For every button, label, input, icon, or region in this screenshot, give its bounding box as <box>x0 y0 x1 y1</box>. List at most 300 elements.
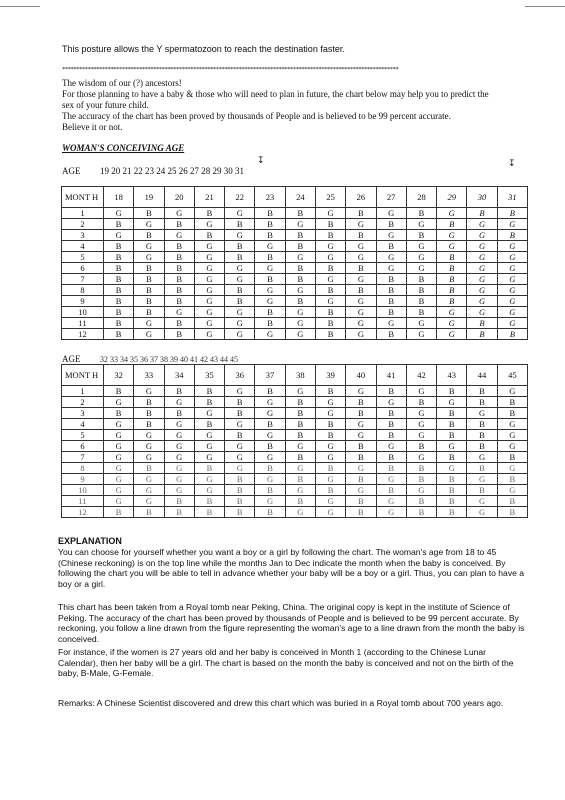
gender-cell: G <box>467 241 497 252</box>
gender-cell: B <box>225 241 255 252</box>
gender-cell: B <box>376 386 406 397</box>
gender-cell: G <box>225 452 255 463</box>
gender-cell: G <box>437 329 467 340</box>
remarks-paragraph: Remarks: A Chinese Scientist discovered and drew this chart which was buried in a Royal tomb about 700 years ago. <box>58 698 504 708</box>
gender-cell: B <box>285 452 315 463</box>
gender-cell: G <box>255 329 285 340</box>
age-label-2: AGE <box>62 354 81 364</box>
gender-cell: B <box>104 307 134 318</box>
gender-cell: G <box>497 485 527 496</box>
gender-cell: G <box>255 452 285 463</box>
gender-cell: B <box>225 397 255 408</box>
gender-cell: G <box>406 241 436 252</box>
gender-cell: B <box>315 318 345 329</box>
gender-cell: G <box>406 219 436 230</box>
gender-cell: G <box>194 252 224 263</box>
gender-cell: B <box>437 474 467 485</box>
gender-cell: B <box>467 397 497 408</box>
month-cell: 4 <box>62 419 104 430</box>
gender-cell: G <box>255 474 285 485</box>
gender-cell: G <box>285 252 315 263</box>
explanation-paragraph-1: You can choose for yourself whether you want a boy or a girl by following the chart. The woman's age from 18 to 45 (Chinese reckoning) is on the top line while the months Jan to Dec indicate the month when the baby is conceived. By following the chart you will be able to tell in advance whether your baby will be a boy or a girl. Thus, you can plan to have a boy or a girl. <box>58 547 525 589</box>
table-row <box>62 241 528 252</box>
pen-mark-icon: ↧ <box>508 158 516 168</box>
gender-cell: B <box>285 474 315 485</box>
month-cell: 9 <box>62 474 104 485</box>
gender-cell: B <box>134 307 164 318</box>
age-column-header: 19 <box>134 187 164 208</box>
gender-cell: G <box>194 285 224 296</box>
gender-cell: B <box>285 230 315 241</box>
age-column-header: 26 <box>346 187 376 208</box>
gender-cell: G <box>406 263 436 274</box>
gender-cell: B <box>134 208 164 219</box>
gender-cell: B <box>376 408 406 419</box>
gender-cell: G <box>346 386 376 397</box>
gender-cell: G <box>225 208 255 219</box>
gender-cell: B <box>104 219 134 230</box>
gender-cell: G <box>164 452 194 463</box>
month-cell: 10 <box>62 485 104 496</box>
gender-cell: B <box>437 252 467 263</box>
gender-cell: B <box>255 419 285 430</box>
gender-cell: G <box>285 485 315 496</box>
gender-cell: G <box>225 318 255 329</box>
gender-cell: B <box>194 463 224 474</box>
gender-cell: G <box>346 252 376 263</box>
gender-cell: G <box>467 452 497 463</box>
gender-cell: B <box>376 219 406 230</box>
gender-cell: B <box>346 208 376 219</box>
gender-cell: B <box>497 397 527 408</box>
gender-cell: B <box>467 208 497 219</box>
month-cell: 10 <box>62 307 104 318</box>
gender-cell: G <box>497 463 527 474</box>
gender-cell: B <box>346 441 376 452</box>
table-row <box>62 386 528 397</box>
gender-cell: G <box>497 219 527 230</box>
gender-cell: G <box>285 307 315 318</box>
age-list-2: 32 33 34 35 36 37 38 39 40 41 42 43 44 45 <box>100 355 238 364</box>
gender-cell: B <box>406 463 436 474</box>
gender-cell: G <box>346 463 376 474</box>
gender-cell: G <box>376 263 406 274</box>
age-column-header: 20 <box>164 187 194 208</box>
gender-cell: B <box>315 307 345 318</box>
table-row <box>62 496 528 507</box>
gender-cell: G <box>315 274 345 285</box>
gender-cell: B <box>255 230 285 241</box>
gender-cell: G <box>437 397 467 408</box>
table-row <box>62 296 528 307</box>
table-header-row <box>62 187 528 208</box>
gender-cell: G <box>406 252 436 263</box>
gender-cell: G <box>437 441 467 452</box>
gender-cell: G <box>225 274 255 285</box>
gender-cell: B <box>134 274 164 285</box>
gender-cell: B <box>315 463 345 474</box>
table-row <box>62 419 528 430</box>
month-cell: 12 <box>62 329 104 340</box>
month-cell: 4 <box>62 241 104 252</box>
table-row <box>62 329 528 340</box>
gender-cell: B <box>467 430 497 441</box>
gender-cell: G <box>134 386 164 397</box>
gender-cell: B <box>104 296 134 307</box>
age-column-header: 21 <box>194 187 224 208</box>
gender-cell: B <box>225 430 255 441</box>
gender-cell: B <box>467 386 497 397</box>
table-row <box>62 441 528 452</box>
gender-cell: B <box>467 329 497 340</box>
table-row <box>62 408 528 419</box>
gender-cell: B <box>225 285 255 296</box>
month-cell: 1 <box>62 208 104 219</box>
age-column-header: 45 <box>497 365 527 386</box>
gender-cell: G <box>194 474 224 485</box>
month-cell: 7 <box>62 452 104 463</box>
gender-cell: B <box>164 296 194 307</box>
age-column-header: 18 <box>104 187 134 208</box>
gender-cell: B <box>437 285 467 296</box>
gender-cell: G <box>467 507 497 518</box>
gender-cell: B <box>134 296 164 307</box>
table-row <box>62 507 528 518</box>
gender-cell: G <box>497 307 527 318</box>
gender-cell: G <box>497 318 527 329</box>
gender-cell: B <box>285 496 315 507</box>
gender-cell: G <box>406 318 436 329</box>
gender-cell: B <box>164 285 194 296</box>
gender-cell: G <box>376 397 406 408</box>
gender-cell: B <box>346 397 376 408</box>
gender-cell: B <box>285 263 315 274</box>
gender-cell: B <box>437 485 467 496</box>
gender-cell: G <box>346 318 376 329</box>
gender-cell: B <box>497 329 527 340</box>
gender-cell: B <box>194 496 224 507</box>
month-cell: 2 <box>62 397 104 408</box>
gender-cell: G <box>315 496 345 507</box>
gender-cell: B <box>376 485 406 496</box>
gender-cell: B <box>376 296 406 307</box>
gender-cell: G <box>346 241 376 252</box>
gender-cell: B <box>437 386 467 397</box>
gender-cell: G <box>467 296 497 307</box>
month-cell: 11 <box>62 318 104 329</box>
scan-mark-right <box>525 6 565 7</box>
gender-cell: G <box>285 386 315 397</box>
gender-cell: B <box>437 296 467 307</box>
table-row <box>62 208 528 219</box>
gender-cell: G <box>346 219 376 230</box>
gender-cell: G <box>104 452 134 463</box>
gender-cell: G <box>104 485 134 496</box>
age-column-header: 34 <box>164 365 194 386</box>
gender-cell: B <box>467 485 497 496</box>
gender-cell: G <box>225 441 255 452</box>
intro-line: This posture allows the Y spermatozoon to reach the destination faster. <box>62 44 345 54</box>
gender-cell: B <box>315 386 345 397</box>
month-cell: 2 <box>62 219 104 230</box>
gender-cell: G <box>285 285 315 296</box>
gender-cell: G <box>437 463 467 474</box>
gender-cell: G <box>194 263 224 274</box>
gender-cell: B <box>134 419 164 430</box>
gender-cell: B <box>285 241 315 252</box>
gender-cell: B <box>437 408 467 419</box>
gender-cell: G <box>497 441 527 452</box>
age-column-header: 30 <box>467 187 497 208</box>
gender-cell: B <box>225 252 255 263</box>
age-column-header: 36 <box>225 365 255 386</box>
gender-cell: G <box>406 386 436 397</box>
gender-cell: G <box>194 318 224 329</box>
gender-cell: B <box>134 397 164 408</box>
gender-cell: G <box>406 430 436 441</box>
age-column-header: 25 <box>315 187 345 208</box>
gender-cell: G <box>497 285 527 296</box>
gender-cell: G <box>406 452 436 463</box>
gender-cell: G <box>315 208 345 219</box>
gender-cell: G <box>104 441 134 452</box>
gender-cell: B <box>255 485 285 496</box>
age-column-header: 31 <box>497 187 527 208</box>
gender-cell: G <box>285 219 315 230</box>
gender-cell: G <box>225 329 255 340</box>
month-cell: 11 <box>62 496 104 507</box>
month-cell: 8 <box>62 285 104 296</box>
gender-cell: G <box>467 285 497 296</box>
gender-cell: B <box>437 496 467 507</box>
gender-cell: B <box>225 474 255 485</box>
gender-cell: B <box>406 474 436 485</box>
age-column-header: 23 <box>255 187 285 208</box>
gender-cell: B <box>225 507 255 518</box>
gender-cell: G <box>467 307 497 318</box>
gender-cell: B <box>346 507 376 518</box>
gender-cell: G <box>467 274 497 285</box>
gender-cell: B <box>285 397 315 408</box>
gender-cell: G <box>164 208 194 219</box>
gender-cell: G <box>315 441 345 452</box>
gender-cell: B <box>437 263 467 274</box>
gender-cell: B <box>406 230 436 241</box>
month-cell: 6 <box>62 263 104 274</box>
gender-cell: G <box>467 219 497 230</box>
gender-cell: B <box>497 408 527 419</box>
planning-line-2: sex of your future child. <box>62 100 149 110</box>
gender-cell: B <box>497 496 527 507</box>
table-row <box>62 397 528 408</box>
gender-cell: G <box>376 441 406 452</box>
gender-cell: G <box>134 252 164 263</box>
gender-cell: G <box>285 318 315 329</box>
gender-cell: B <box>376 285 406 296</box>
age-column-header: 28 <box>406 187 436 208</box>
gender-cell: B <box>376 274 406 285</box>
gender-cell: B <box>467 463 497 474</box>
accuracy-line: The accuracy of the chart has been proved by thousands of People and is believed to be 99 percent accurate. <box>62 111 451 121</box>
gender-cell: G <box>346 296 376 307</box>
gender-cell: G <box>104 496 134 507</box>
gender-cell: G <box>315 252 345 263</box>
table-row <box>62 318 528 329</box>
age-column-header: 43 <box>437 365 467 386</box>
gender-cell: G <box>315 507 345 518</box>
gender-cell: G <box>467 263 497 274</box>
gender-cell: B <box>225 219 255 230</box>
gender-cell: G <box>134 485 164 496</box>
gender-cell: B <box>285 208 315 219</box>
gender-cell: G <box>164 441 194 452</box>
explanation-paragraph-3: For instance, if the women is 27 years old and her baby is conceived in Month 1 (according to the Chinese Lunar Calendar), then her baby will be a girl. The chart is based on the month the baby is conceived and not on the birth of the baby, B-Male, G-Female. <box>58 647 514 679</box>
gender-cell: G <box>376 507 406 518</box>
gender-cell: B <box>194 386 224 397</box>
gender-cell: B <box>406 208 436 219</box>
gender-cell: G <box>134 441 164 452</box>
gender-cell: B <box>315 430 345 441</box>
gender-cell: B <box>164 408 194 419</box>
table-row <box>62 230 528 241</box>
gender-cell: B <box>225 408 255 419</box>
gender-cell: G <box>315 397 345 408</box>
gender-cell: B <box>285 419 315 430</box>
gender-cell: B <box>346 263 376 274</box>
gender-cell: G <box>255 241 285 252</box>
gender-cell: B <box>497 452 527 463</box>
gender-cell: B <box>285 408 315 419</box>
gender-cell: B <box>346 496 376 507</box>
gender-cell: B <box>437 507 467 518</box>
gender-cell: G <box>134 474 164 485</box>
gender-cell: B <box>346 474 376 485</box>
gender-cell: G <box>315 474 345 485</box>
planning-line: For those planning to have a baby & those who will need to plan in future, the chart below may help you to predict the <box>62 89 489 99</box>
gender-cell: B <box>406 274 436 285</box>
gender-cell: B <box>194 208 224 219</box>
gender-cell: B <box>437 430 467 441</box>
gender-cell: B <box>104 329 134 340</box>
gender-cell: G <box>497 252 527 263</box>
gender-cell: G <box>285 441 315 452</box>
age-column-header: 32 <box>104 365 134 386</box>
gender-cell: B <box>376 241 406 252</box>
gender-cell: G <box>255 408 285 419</box>
gender-cell: G <box>134 219 164 230</box>
gender-cell: G <box>467 408 497 419</box>
gender-cell: G <box>315 452 345 463</box>
month-cell: 1 <box>62 386 104 397</box>
gender-cell: B <box>467 318 497 329</box>
gender-cell: G <box>164 430 194 441</box>
table-row <box>62 219 528 230</box>
gender-cell: B <box>194 397 224 408</box>
gender-cell: G <box>376 474 406 485</box>
gender-cell: G <box>376 230 406 241</box>
gender-cell: G <box>376 252 406 263</box>
month-column-header: MONT H <box>62 187 104 208</box>
gender-cell: B <box>104 252 134 263</box>
age-column-header: 24 <box>285 187 315 208</box>
gender-cell: G <box>225 263 255 274</box>
gender-cell: B <box>437 219 467 230</box>
month-cell: 7 <box>62 274 104 285</box>
gender-cell: G <box>134 318 164 329</box>
age-column-header: 22 <box>225 187 255 208</box>
gender-cell: G <box>134 241 164 252</box>
month-cell: 12 <box>62 507 104 518</box>
gender-cell: G <box>285 507 315 518</box>
gender-cell: B <box>285 430 315 441</box>
gender-cell: G <box>346 430 376 441</box>
table-row <box>62 452 528 463</box>
gender-cell: G <box>164 485 194 496</box>
gender-cell: B <box>255 386 285 397</box>
gender-cell: G <box>437 241 467 252</box>
gender-cell: G <box>194 219 224 230</box>
gender-cell: G <box>376 318 406 329</box>
gender-cell: B <box>497 208 527 219</box>
gender-cell: B <box>346 408 376 419</box>
gender-cell: B <box>255 441 285 452</box>
gender-cell: B <box>194 507 224 518</box>
gender-cell: G <box>104 463 134 474</box>
table-row <box>62 263 528 274</box>
gender-cell: G <box>194 329 224 340</box>
gender-cell: B <box>104 386 134 397</box>
gender-cell: B <box>285 296 315 307</box>
month-cell: 3 <box>62 408 104 419</box>
gender-cell: B <box>104 274 134 285</box>
gender-cell: B <box>406 397 436 408</box>
gender-cell: G <box>134 329 164 340</box>
gender-cell: B <box>497 230 527 241</box>
gender-cell: B <box>225 296 255 307</box>
gender-cell: G <box>467 474 497 485</box>
gender-cell: G <box>194 485 224 496</box>
gender-cell: G <box>315 296 345 307</box>
gender-cell: B <box>104 263 134 274</box>
table-row <box>62 463 528 474</box>
gender-cell: B <box>164 263 194 274</box>
gender-cell: B <box>104 318 134 329</box>
gender-cell: B <box>134 230 164 241</box>
gender-cell: G <box>346 329 376 340</box>
gender-cell: G <box>497 386 527 397</box>
gender-cell: G <box>376 208 406 219</box>
gender-cell: B <box>467 441 497 452</box>
gender-cell: G <box>285 463 315 474</box>
gender-cell: B <box>164 318 194 329</box>
table-row <box>62 274 528 285</box>
month-cell: 8 <box>62 463 104 474</box>
gender-cell: G <box>467 252 497 263</box>
gender-cell: G <box>104 474 134 485</box>
gender-cell: B <box>406 285 436 296</box>
gender-cell: B <box>467 419 497 430</box>
gender-cell: B <box>376 419 406 430</box>
gender-cell: G <box>315 241 345 252</box>
gender-cell: G <box>406 419 436 430</box>
gender-cell: G <box>104 430 134 441</box>
gender-cell: B <box>104 285 134 296</box>
gender-cell: G <box>194 408 224 419</box>
gender-cell: B <box>376 430 406 441</box>
gender-cell: B <box>315 263 345 274</box>
gender-cell: G <box>164 230 194 241</box>
gender-cell: B <box>225 496 255 507</box>
